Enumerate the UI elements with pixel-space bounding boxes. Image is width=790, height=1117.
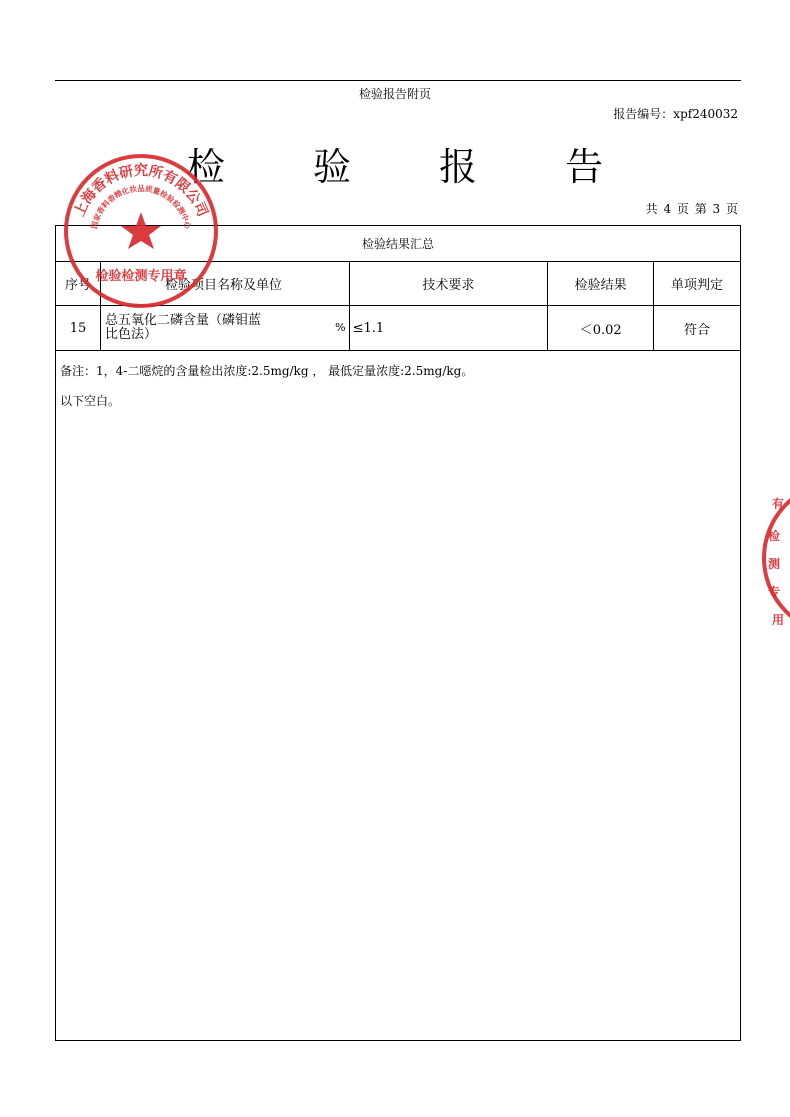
svg-text:国家香料香精化妆品质量检验检测中心: 国家香料香精化妆品质量检验检测中心 <box>89 184 193 230</box>
row-unit: % <box>335 321 346 334</box>
row-requirement: ≤1.1 <box>349 306 548 351</box>
row-result: ＜0.02 <box>548 306 654 351</box>
row-verdict: 符合 <box>654 306 741 351</box>
remark-note: 备注：1，4-二噁烷的含量检出浓度:2.5mg/kg ， 最低定量浓度:2.5mg/kg。 <box>60 364 474 378</box>
col-header-verdict: 单项判定 <box>654 262 741 306</box>
svg-text:专: 专 <box>768 585 781 599</box>
edge-seal-stamp <box>760 478 790 638</box>
row-index: 15 <box>56 306 101 351</box>
page-count: 共 4 页 第 3 页 <box>645 202 738 216</box>
svg-text:用: 用 <box>772 613 785 627</box>
svg-text:检验检测专用章: 检验检测专用章 <box>95 269 187 284</box>
svg-text:检: 检 <box>768 529 781 543</box>
table-row <box>56 306 741 351</box>
col-header-requirement: 技术要求 <box>349 262 548 306</box>
row-item <box>100 306 349 351</box>
col-header-result: 检验结果 <box>548 262 654 306</box>
svg-text:有: 有 <box>772 497 785 511</box>
report-number: 报告编号：xpf240032 <box>613 107 738 121</box>
svg-text:上海香料研究所有限公司: 上海香料研究所有限公司 <box>71 163 211 220</box>
row-item-line2: 比色法） <box>104 327 157 342</box>
header-label: 检验报告附页 <box>358 87 431 101</box>
official-seal-stamp <box>62 152 220 310</box>
col-header-item: 检验项目名称及单位 <box>100 262 349 306</box>
svg-text:测: 测 <box>768 557 781 571</box>
col-header-index: 序号 <box>56 262 101 306</box>
table-caption: 检验结果汇总 <box>56 226 741 262</box>
blank-note: 以下空白。 <box>60 394 121 408</box>
top-rule <box>55 80 741 81</box>
row-item-line1: 总五氧化二磷含量（磷钼蓝 <box>104 313 261 328</box>
page-title: 检 验 报 告 <box>186 145 642 189</box>
